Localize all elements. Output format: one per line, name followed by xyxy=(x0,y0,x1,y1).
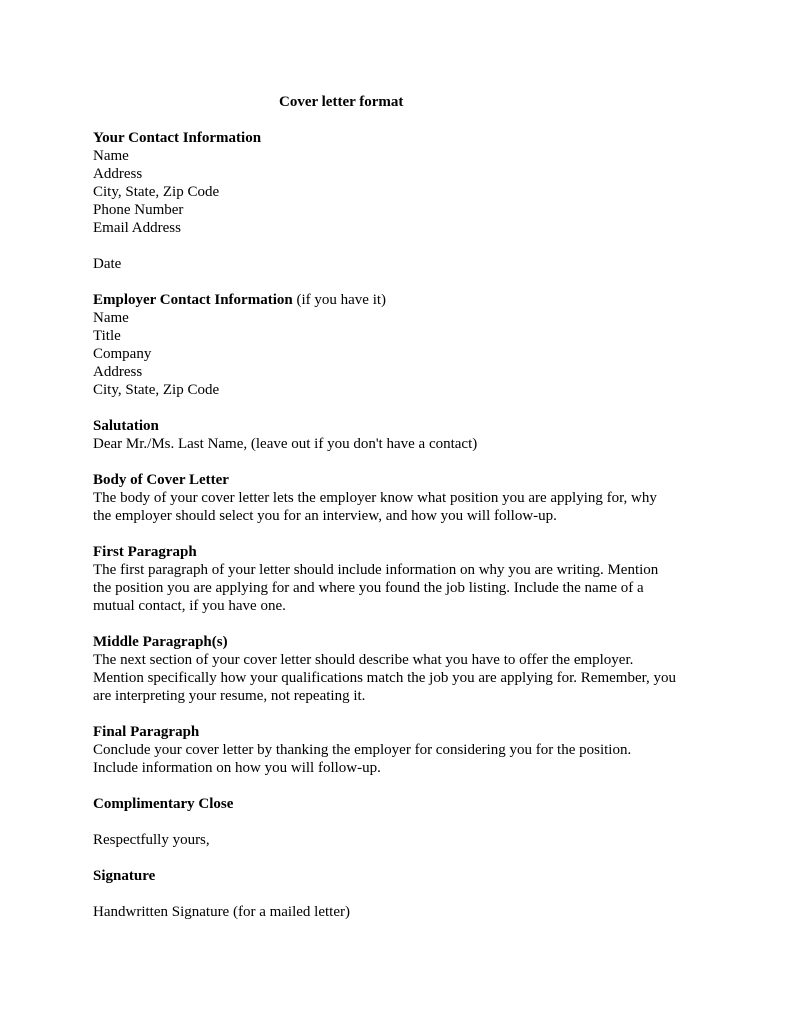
middle-paragraph-heading: Middle Paragraph(s) xyxy=(93,634,228,650)
contact-section xyxy=(93,129,733,237)
spacer xyxy=(93,111,733,129)
final-paragraph-line: Include information on how you will follow-up. xyxy=(93,760,381,776)
close-text: Respectfully yours, xyxy=(93,832,210,848)
close-heading: Complimentary Close xyxy=(93,796,234,812)
contact-line: Phone Number xyxy=(93,202,184,218)
body-line: The body of your cover letter lets the employer know what position you are applying for, why xyxy=(93,490,657,506)
spacer xyxy=(93,885,733,903)
employer-line: Name xyxy=(93,310,129,326)
employer-note: (if you have it) xyxy=(292,292,387,308)
final-paragraph-heading: Final Paragraph xyxy=(93,724,200,740)
signature-heading: Signature xyxy=(93,868,156,884)
first-paragraph-heading: First Paragraph xyxy=(93,544,197,560)
spacer xyxy=(93,525,733,543)
first-paragraph-line: mutual contact, if you have one. xyxy=(93,598,286,614)
first-paragraph-section xyxy=(93,543,733,615)
date-line: Date xyxy=(93,256,122,272)
spacer xyxy=(93,777,733,795)
signature-section xyxy=(93,867,733,921)
contact-line: City, State, Zip Code xyxy=(93,184,220,200)
body-section xyxy=(93,471,733,525)
signature-text: Handwritten Signature (for a mailed letter) xyxy=(93,904,350,920)
salutation-line: Dear Mr./Ms. Last Name, (leave out if you don't have a contact) xyxy=(93,436,478,452)
salutation-heading: Salutation xyxy=(93,418,159,434)
employer-line: Address xyxy=(93,364,143,380)
spacer xyxy=(93,705,733,723)
middle-paragraph-line: are interpreting your resume, not repeating it. xyxy=(93,688,366,704)
salutation-section xyxy=(93,417,733,453)
employer-line: City, State, Zip Code xyxy=(93,382,220,398)
body-line: the employer should select you for an interview, and how you will follow-up. xyxy=(93,508,557,524)
spacer xyxy=(93,237,733,255)
spacer xyxy=(93,813,733,831)
document-page xyxy=(93,93,733,921)
first-paragraph-line: The first paragraph of your letter should include information on why you are writing. Mention xyxy=(93,562,659,578)
contact-line: Address xyxy=(93,166,143,182)
middle-paragraph-section xyxy=(93,633,733,705)
contact-line: Name xyxy=(93,148,129,164)
employer-section xyxy=(93,291,733,399)
spacer xyxy=(93,273,733,291)
final-paragraph-section xyxy=(93,723,733,777)
spacer xyxy=(93,453,733,471)
employer-line: Title xyxy=(93,328,121,344)
spacer xyxy=(93,399,733,417)
employer-heading-line xyxy=(93,291,733,309)
body-heading: Body of Cover Letter xyxy=(93,472,229,488)
close-section xyxy=(93,795,733,849)
employer-line: Company xyxy=(93,346,152,362)
contact-line: Email Address xyxy=(93,220,181,236)
final-paragraph-line: Conclude your cover letter by thanking the employer for considering you for the position. xyxy=(93,742,632,758)
first-paragraph-line: the position you are applying for and where you found the job listing. Include the name of a xyxy=(93,580,644,596)
document-title: Cover letter format xyxy=(279,94,404,110)
middle-paragraph-line: Mention specifically how your qualifications match the job you are applying for. Remember, you xyxy=(93,670,677,686)
spacer xyxy=(93,615,733,633)
employer-heading: Employer Contact Information xyxy=(93,292,293,308)
contact-heading: Your Contact Information xyxy=(93,130,262,146)
middle-paragraph-line: The next section of your cover letter should describe what you have to offer the employer. xyxy=(93,652,634,668)
spacer xyxy=(93,849,733,867)
